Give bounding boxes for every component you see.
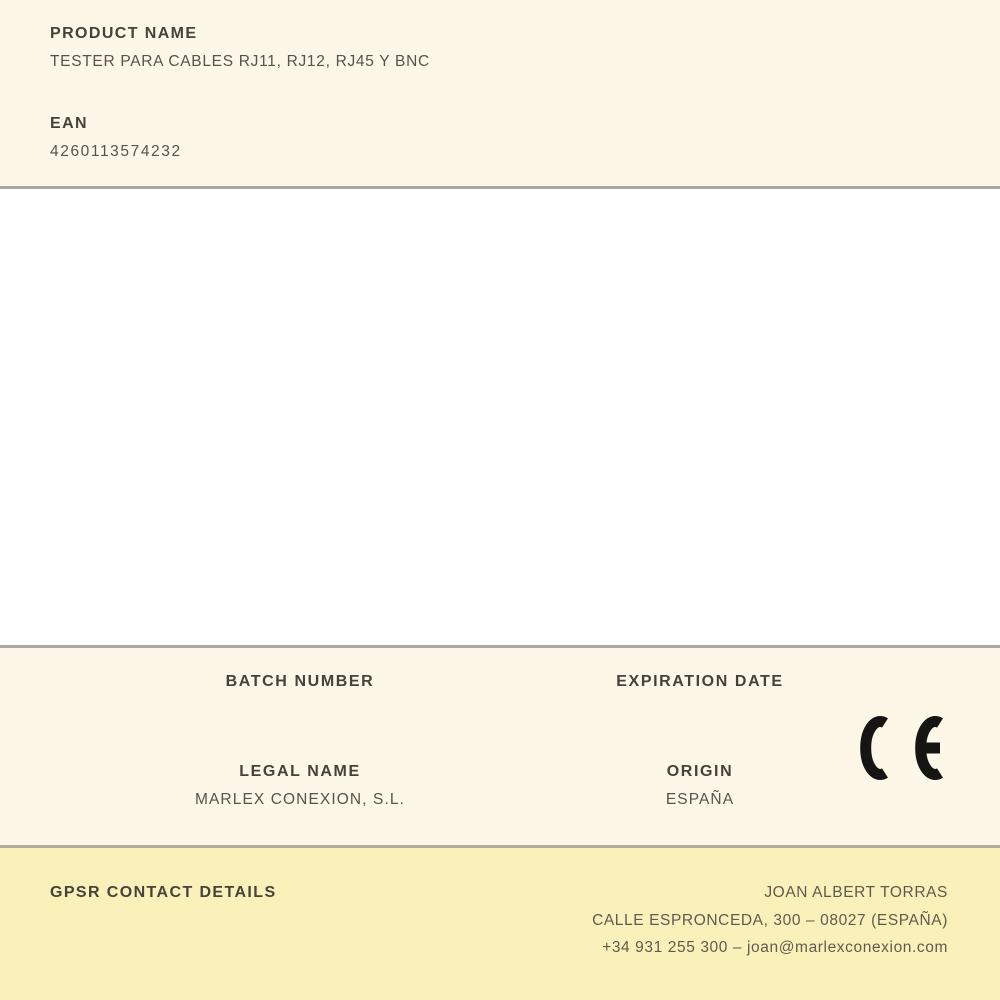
ce-certification-mark-icon [860,716,943,780]
ean-field [50,114,950,162]
expiration-date-field [500,672,900,692]
info-grid [100,672,900,810]
origin-field [500,762,900,810]
product-name-value: TESTER PARA CABLES RJ11, RJ12, RJ45 Y BNC [50,53,430,70]
product-name-field [50,24,950,72]
contact-phone-email: +34 931 255 300 – joan@marlexconexion.com [602,939,948,956]
gpsr-contact-block [592,879,948,962]
product-image-area [0,189,1000,645]
gpsr-contact-section [0,845,1000,1000]
batch-number-field [100,672,500,692]
batch-number-label: BATCH NUMBER [225,673,375,690]
gpsr-title: GPSR CONTACT DETAILS [50,884,277,901]
legal-name-value: MARLEX CONEXION, S.L. [194,791,405,808]
product-header-section [0,0,1000,189]
info-column-left [100,672,500,810]
legal-name-field [100,762,500,810]
info-column-right [500,672,900,810]
batch-info-section [0,645,1000,845]
ean-label: EAN [50,115,88,132]
contact-address: CALLE ESPRONCEDA, 300 – 08027 (ESPAÑA) [592,911,948,929]
legal-name-label: LEGAL NAME [239,763,361,780]
origin-value: ESPAÑA [665,791,735,808]
product-name-label: PRODUCT NAME [50,25,198,42]
contact-name: JOAN ALBERT TORRAS [764,884,948,901]
ean-value: 4260113574232 [50,143,182,160]
origin-label: ORIGIN [666,763,734,780]
expiration-date-label: EXPIRATION DATE [616,673,784,690]
